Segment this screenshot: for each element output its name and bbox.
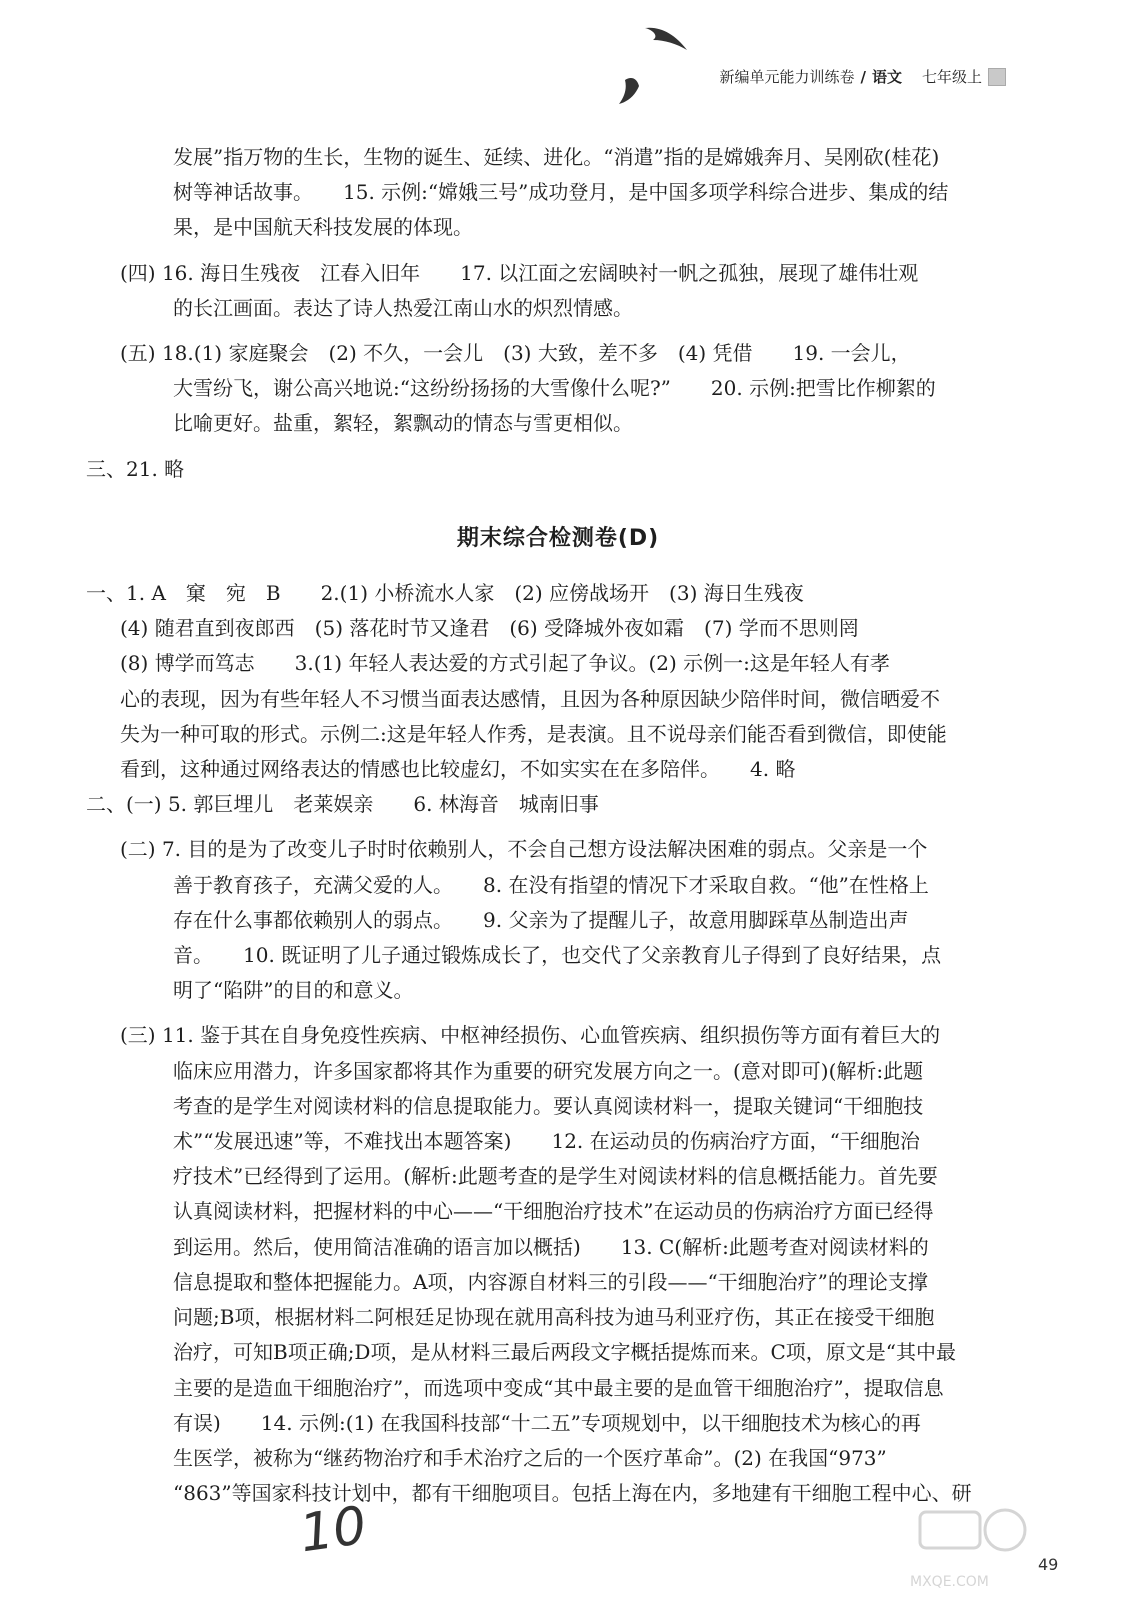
- text-line: 信息提取和整体把握能力。A项，内容源自材料三的引段——“干细胞治疗”的理论支撑: [173, 1269, 928, 1294]
- text-line: 树等神话故事。 15. 示例:“嫦娥三号”成功登月，是中国多项学科综合进步、集成的结: [173, 180, 949, 205]
- text-line: 治疗，可知B项正确;D项，是从材料三最后两段文字概括提炼而来。C项，原文是“其中最: [173, 1340, 956, 1365]
- text-line: 三、21. 略: [86, 456, 185, 481]
- text-line: 发展”指万物的生长，生物的诞生、延续、进化。“消遣”指的是嫦娥奔月、吴刚砍(桂花): [173, 145, 940, 169]
- watermark-logo-icon: [910, 1500, 1030, 1580]
- text-line: 果，是中国航天科技发展的体现。: [173, 215, 473, 240]
- text-line: 临床应用潜力，许多国家都将其作为重要的研究发展方向之一。(意对即可)(解析:此题: [173, 1058, 924, 1083]
- text-line: 失为一种可取的形式。示例二:这是年轻人作秀，是表演。且不说母亲们能否看到微信，即使能: [120, 721, 947, 746]
- handwritten-mark: 10: [296, 1495, 371, 1565]
- watermark-text: MXQE.COM: [910, 1574, 989, 1590]
- text-line: (五) 18.(1) 家庭聚会 (2) 不久，一会儿 (3) 大致，差不多 (4) 凭借 19. 一会儿，: [120, 341, 911, 366]
- header-grade: 七年级上: [921, 68, 982, 86]
- text-line: 看到，这种通过网络表达的情感也比较虚幻，不如实实在在多陪伴。 4. 略: [120, 757, 796, 782]
- text-line: 明了“陷阱”的目的和意义。: [173, 978, 414, 1003]
- running-header: [719, 66, 1006, 87]
- text-line: (三) 11. 鉴于其在自身免疫性疾病、中枢神经损伤、心血管疾病、组织损伤等方面有着巨大的: [120, 1023, 941, 1048]
- text-line: 心的表现，因为有些年轻人不习惯当面表达感情，且因为各种原因缺少陪伴时间，微信晒爱不: [120, 686, 940, 711]
- text-line: 有误) 14. 示例:(1) 在我国科技部“十二五”专项规划中，以干细胞技术为核心的再: [173, 1410, 921, 1435]
- header-subject: 语文: [871, 68, 902, 86]
- text-line: 善于教育孩子，充满父爱的人。 8. 在没有指望的情况下才采取自救。“他”在性格上: [173, 872, 929, 897]
- bird-decoration-icon: [615, 20, 705, 120]
- text-line: 大雪纷飞，谢公高兴地说:“这纷纷扬扬的大雪像什么呢?” 20. 示例:把雪比作柳絮的: [173, 376, 936, 401]
- section-title: 期末综合检测卷(D): [456, 525, 660, 551]
- watermark-logo: [910, 1500, 1030, 1590]
- text-line: 比喻更好。盐重，絮轻，絮飘动的情态与雪更相似。: [173, 411, 633, 436]
- text-line: 疗技术”已经得到了运用。(解析:此题考查的是学生对阅读材料的信息概括能力。首先要: [173, 1164, 938, 1189]
- text-line: 二、(一) 5. 郭巨埋儿 老莱娱亲 6. 林海音 城南旧事: [86, 792, 599, 817]
- text-line: 的长江画面。表达了诗人热爱江南山水的炽烈情感。: [173, 295, 633, 320]
- text-line: (四) 16. 海日生残夜 江春入旧年 17. 以江面之宏阔映衬一帆之孤独，展现了雄伟壮观: [120, 260, 919, 285]
- text-line: 主要的是造血干细胞治疗”，而选项中变成“其中最主要的是血管干细胞治疗”，提取信息: [173, 1375, 944, 1400]
- text-line: 认真阅读材料，把握材料的中心——“干细胞治疗技术”在运动员的伤病治疗方面已经得: [173, 1199, 934, 1224]
- page-number: 49: [1038, 1555, 1059, 1574]
- text-line: 存在什么事都依赖别人的弱点。 9. 父亲为了提醒儿子，故意用脚踩草丛制造出声: [173, 907, 909, 932]
- text-line: (二) 7. 目的是为了改变儿子时时依赖别人，不会自己想方设法解决困难的弱点。父亲是一个: [120, 837, 928, 862]
- header-book-title: 新编单元能力训练卷: [719, 68, 855, 86]
- answer-content: [86, 140, 1018, 1511]
- text-line: 问题;B项，根据材料二阿根廷足协现在就用高科技为迪马利亚疗伤，其正在接受干细胞: [173, 1305, 935, 1330]
- text-line: (8) 博学而笃志 3.(1) 年轻人表达爱的方式引起了争议。(2) 示例一:这是年轻人有孝: [120, 651, 890, 676]
- text-line: “863”等国家科技计划中，都有干细胞项目。包括上海在内，多地建有干细胞工程中心、研: [173, 1481, 972, 1506]
- text-line: 一、1. A 窠 宛 B 2.(1) 小桥流水人家 (2) 应傍战场开 (3) 海日生残夜: [86, 581, 804, 606]
- text-line: 生医学，被称为“继药物治疗和手术治疗之后的一个医疗革命”。(2) 在我国“973”: [173, 1445, 887, 1470]
- header-separator: /: [860, 67, 866, 86]
- header-square-icon: [988, 68, 1006, 86]
- text-line: 术”“发展迅速”等，不难找出本题答案) 12. 在运动员的伤病治疗方面，“干细胞治: [173, 1129, 920, 1154]
- text-line: 音。 10. 既证明了儿子通过锻炼成长了，也交代了父亲教育儿子得到了良好结果，点: [173, 943, 942, 968]
- text-line: 考查的是学生对阅读材料的信息提取能力。要认真阅读材料一，提取关键词“干细胞技: [173, 1093, 924, 1118]
- text-line: (4) 随君直到夜郎西 (5) 落花时节又逢君 (6) 受降城外夜如霜 (7) 学而不思则罔: [120, 616, 859, 641]
- text-line: 到运用。然后，使用简洁准确的语言加以概括) 13. C(解析:此题考查对阅读材料的: [173, 1234, 929, 1259]
